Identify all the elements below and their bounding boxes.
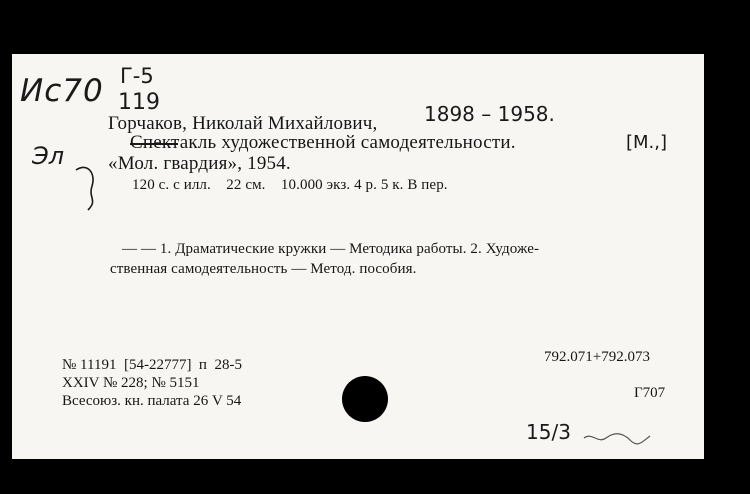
subjects-line-2: ственная самодеятельность — Метод. пособия. (110, 261, 417, 277)
handwritten-bottom-note: 15/3 (526, 420, 571, 444)
title-line: Спектакль художественной самодеятельности. (130, 132, 516, 153)
classification-number: 792.071+792.073 (544, 349, 650, 365)
place-bracket: [М.,] (626, 132, 668, 153)
bottom-scribble (582, 428, 652, 448)
call-number-bottom: 119 (118, 90, 160, 115)
author-mark: Г707 (634, 385, 666, 401)
subjects-line-1: — — 1. Драматические кружки — Методика работы. 2. Художе- (122, 241, 540, 257)
call-number-left: Ис70 (20, 73, 104, 109)
publisher-line: «Мол. гвардия», 1954. (108, 153, 291, 174)
registry-line-1: № 11191 [54-22777] п 28-5 (62, 357, 242, 373)
registry-line-3: Всесоюз. кн. палата 26 V 54 (62, 393, 242, 409)
call-number-top: Г-5 (120, 64, 154, 88)
margin-note: Эл (32, 142, 65, 170)
punch-hole (342, 376, 388, 422)
author-dates: 1898 – 1958. (424, 102, 555, 126)
registry-line-2: XXIV № 228; № 5151 (62, 375, 200, 391)
author-name: Горчаков, Николай Михайлович, (108, 113, 378, 134)
collation-line: 120 с. с илл. 22 см. 10.000 экз. 4 р. 5 к. В пер. (132, 177, 448, 193)
